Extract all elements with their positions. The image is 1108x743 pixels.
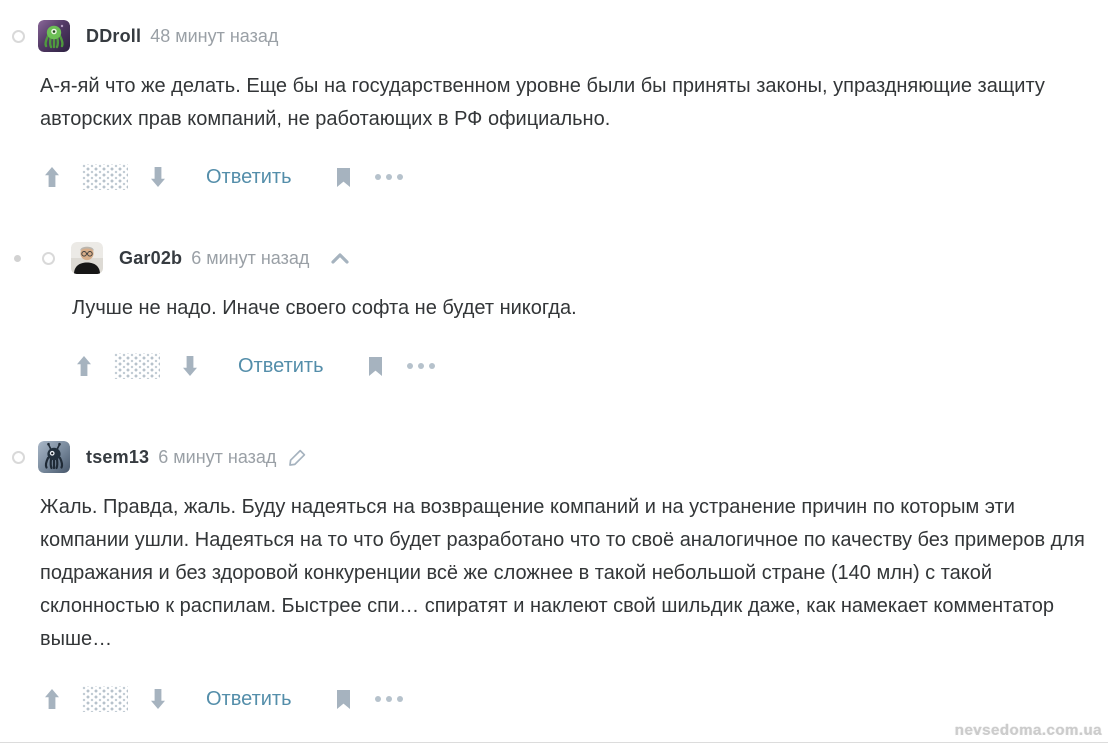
more-menu-button[interactable]: [407, 363, 435, 369]
comment: [0, 20, 1108, 192]
comment-controls: [76, 351, 1108, 381]
thread-branch-icon: [14, 255, 21, 262]
comment-author[interactable]: tsem13: [86, 446, 150, 467]
downvote-button[interactable]: [150, 166, 166, 188]
avatar[interactable]: [38, 441, 70, 473]
comment-timestamp: 48 минут назад: [150, 25, 279, 46]
edited-pencil-icon: [288, 448, 307, 467]
comment-timestamp: 6 минут назад: [158, 446, 277, 467]
unread-marker-icon: [12, 30, 25, 43]
comment-author[interactable]: Gar02b: [119, 247, 183, 268]
avatar[interactable]: [71, 242, 103, 274]
comment-text: Лучше не надо. Иначе своего софта не будет никогда.: [72, 297, 577, 319]
comment-text: А-я-яй что же делать. Еще бы на государственном уровне были бы приняты законы, упраздняющие защиту авторских прав компаний, не работающих в РФ официально.: [40, 75, 1045, 130]
comment-header: [12, 441, 1108, 473]
comment-header: [12, 20, 1108, 52]
hidden-score-badge[interactable]: [82, 164, 128, 190]
comment: [0, 441, 1108, 714]
upvote-button[interactable]: [44, 688, 60, 710]
upvote-button[interactable]: [44, 166, 60, 188]
hidden-score-badge[interactable]: [82, 686, 128, 712]
upvote-button[interactable]: [76, 355, 92, 377]
comment-text: Жаль. Правда, жаль. Буду надеяться на возвращение компаний и на устранение причин по которым эти компании ушли. Надеяться на то что будет разработано что то своё аналогичное по качеству без примеров для подражания и без здоровой конкуренции всё же сложнее в такой небольшой стране (140 млн) с такой склонностью к распилам. Быстрее спи… спиратят и наклеют свой шильдик даже, как намекает комментатор выше…: [40, 496, 1085, 650]
reply-link[interactable]: Ответить: [206, 165, 292, 188]
site-watermark: nevsedoma.com.ua: [954, 722, 1102, 739]
hidden-score-badge[interactable]: [114, 353, 160, 379]
downvote-button[interactable]: [150, 688, 166, 710]
bookmark-icon[interactable]: [336, 168, 351, 187]
comment-controls: [44, 162, 1108, 192]
go-to-parent-icon[interactable]: [331, 252, 349, 264]
unread-marker-icon: [12, 451, 25, 464]
unread-marker-icon: [42, 252, 55, 265]
avatar[interactable]: [38, 20, 70, 52]
comment: [0, 242, 1108, 381]
comment-author[interactable]: DDroll: [86, 25, 142, 46]
reply-link[interactable]: Ответить: [238, 354, 324, 377]
comment-timestamp: 6 минут назад: [191, 247, 310, 268]
downvote-button[interactable]: [182, 355, 198, 377]
more-menu-button[interactable]: [375, 174, 403, 180]
bookmark-icon[interactable]: [368, 357, 383, 376]
comment-controls: [44, 684, 1108, 714]
bookmark-icon[interactable]: [336, 690, 351, 709]
reply-link[interactable]: Ответить: [206, 687, 292, 710]
more-menu-button[interactable]: [375, 696, 403, 702]
comment-header: [14, 242, 1108, 274]
